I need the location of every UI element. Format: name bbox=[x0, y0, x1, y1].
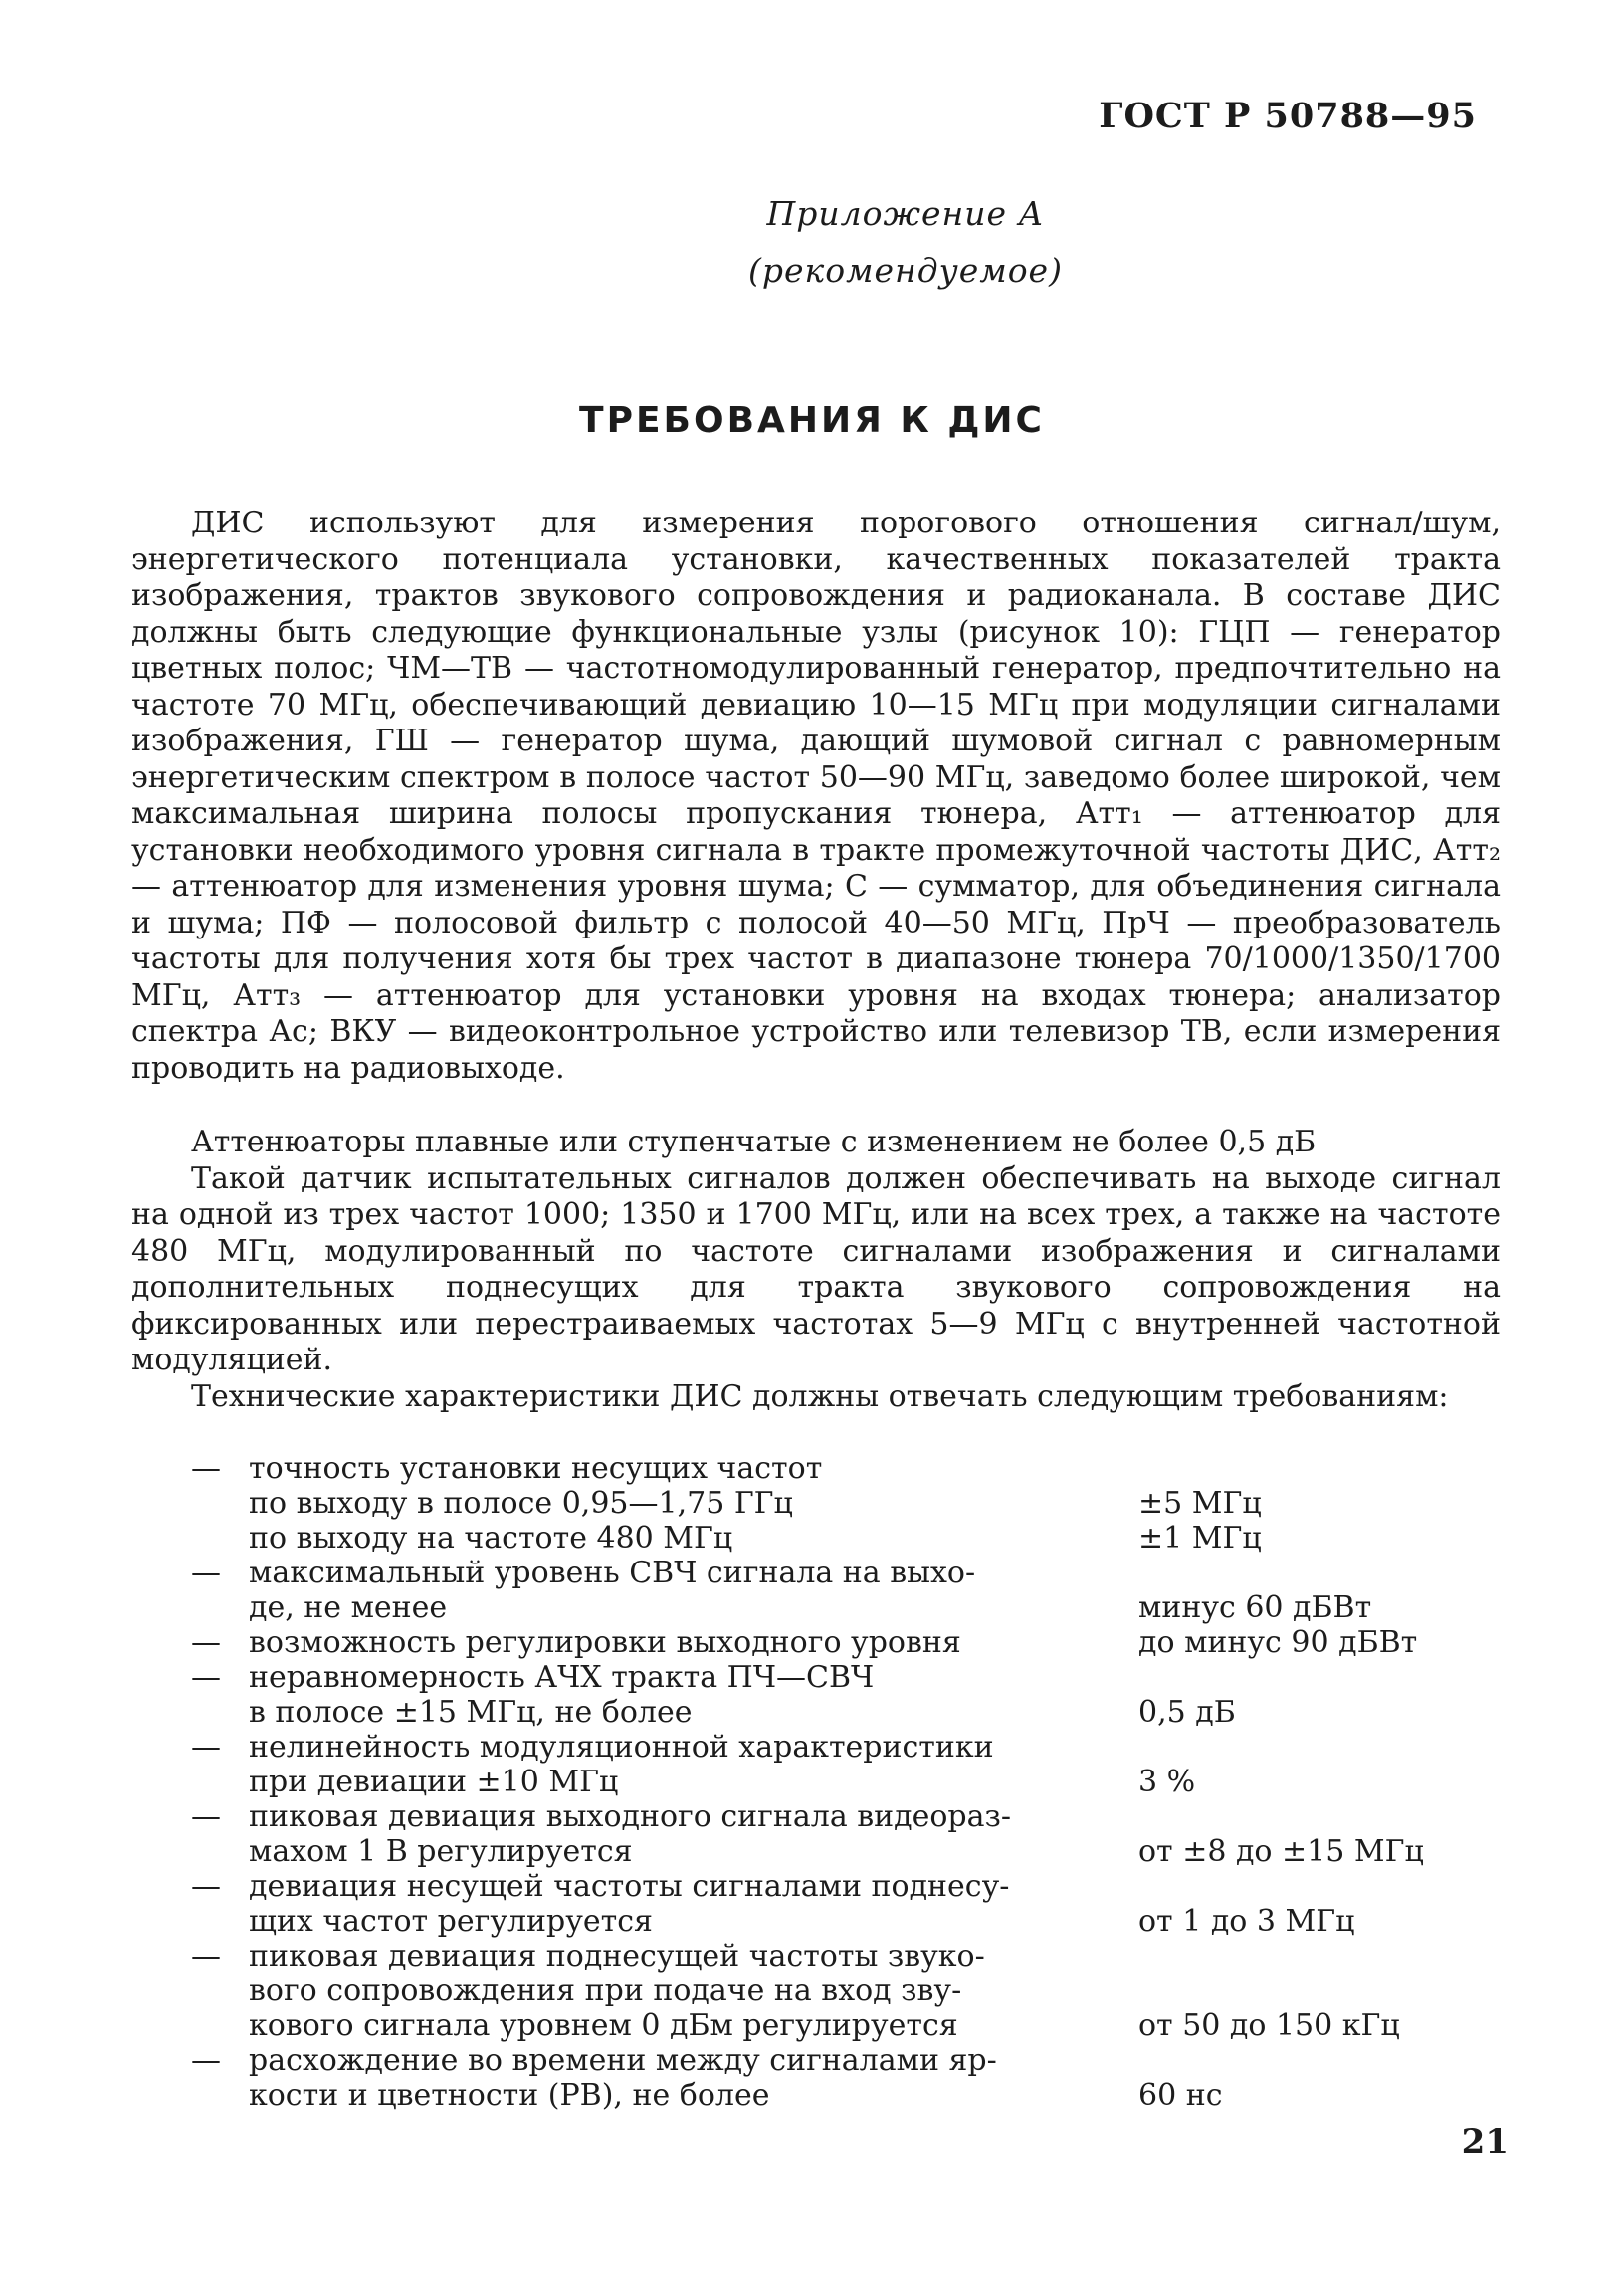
appendix-label: Приложение А bbox=[766, 194, 1045, 233]
requirement-item bbox=[131, 1625, 1501, 1660]
requirement-text: при девиации ±10 МГц bbox=[249, 1765, 619, 1799]
requirement-value: до минус 90 дБВт bbox=[1138, 1625, 1418, 1660]
requirement-value: ±5 МГц bbox=[1138, 1486, 1262, 1521]
requirement-value: 0,5 дБ bbox=[1138, 1695, 1236, 1730]
requirement-item bbox=[131, 1869, 1501, 1939]
requirement-value: от 50 до 150 кГц bbox=[1138, 2008, 1400, 2043]
requirement-text: возможность регулировки выходного уровня bbox=[249, 1625, 961, 1660]
paragraph: Аттенюаторы плавные или ступенчатые с изменением не более 0,5 дБ bbox=[191, 1125, 1317, 1159]
requirement-text: в полосе ±15 МГц, не более bbox=[249, 1695, 693, 1730]
requirement-text: по выходу в полосе 0,95—1,75 ГГц bbox=[249, 1486, 793, 1521]
requirement-text: неравномерность АЧХ тракта ПЧ—СВЧ bbox=[249, 1660, 875, 1695]
list-dash: — bbox=[191, 1625, 221, 1660]
requirement-text: пиковая девиация поднесущей частоты звуко- bbox=[249, 1939, 985, 1974]
requirement-item bbox=[131, 1939, 1501, 2043]
requirement-value: минус 60 дБВт bbox=[1138, 1590, 1372, 1625]
list-dash: — bbox=[191, 1799, 221, 1834]
requirement-item bbox=[131, 1730, 1501, 1799]
requirement-text: пиковая девиация выходного сигнала видеораз- bbox=[249, 1799, 1012, 1834]
paragraph: Такой датчик испытательных сигналов должен обеспечивать на выходе сигнал на одной из трех частот 1000; 1350 и 1700 МГц, или на всех трех, а также на частоте 480 МГц, модулированный по частоте сигналами изображения и сигналами дополнительных поднесущих для тракта звукового сопровождения на фиксированных или перестраиваемых частотах 5—9 МГц с внутренней частотной модуляцией. bbox=[131, 1160, 1501, 1377]
list-dash: — bbox=[191, 1939, 221, 1974]
list-dash: — bbox=[191, 1556, 221, 1590]
requirement-item bbox=[131, 1799, 1501, 1869]
requirement-text: кости и цветности (РВ), не более bbox=[249, 2078, 770, 2113]
list-dash: — bbox=[191, 1451, 221, 1486]
requirement-text: де, не менее bbox=[249, 1590, 448, 1625]
requirement-value: ±1 МГц bbox=[1138, 1521, 1262, 1556]
standard-number: ГОСТ Р 50788—95 bbox=[1099, 96, 1477, 136]
requirement-text: нелинейность модуляционной характеристики bbox=[249, 1730, 994, 1765]
requirement-text: кового сигнала уровнем 0 дБм регулируется bbox=[249, 2008, 958, 2043]
body-text bbox=[131, 1125, 1501, 1415]
page-number: 21 bbox=[1461, 2122, 1509, 2162]
requirement-value: 3 % bbox=[1138, 1765, 1196, 1799]
requirement-item bbox=[131, 2043, 1501, 2113]
requirement-item bbox=[131, 1556, 1501, 1625]
section-title: ТРЕБОВАНИЯ К ДИС bbox=[579, 400, 1045, 441]
requirement-text: щих частот регулируется bbox=[249, 1904, 653, 1939]
list-dash: — bbox=[191, 1869, 221, 1904]
requirement-text: точность установки несущих частот bbox=[249, 1451, 823, 1486]
list-dash: — bbox=[191, 2043, 221, 2078]
requirement-text: девиация несущей частоты сигналами поднесу- bbox=[249, 1869, 1010, 1904]
paragraph: ДИС используют для измерения порогового отношения сигнал/шум, энергетического потенциала установки, качественных показателей тракта изображения, трактов звукового сопровождения и радиоканала. В составе ДИС должны быть следующие функциональные узлы (рисунок 10): ГЦП — генератор цветных полос; ЧМ—ТВ — частотномодулированный генератор, предпочтительно на частоте 70 МГц, обеспечивающий девиацию 10—15 МГц при модуляции сигналами изображения, ГШ — генератор шума, дающий шумовой сигнал с равномерным энергетическим спектром в полосе частот 50—90 МГц, заведомо более широкой, чем максимальная ширина полосы пропускания тюнера, Атт₁ — аттенюатор для установки необходимого уровня сигнала в тракте промежуточной частоты ДИС, Атт₂ — аттенюатор для изменения уровня шума; С — сумматор, для объединения сигнала и шума; ПФ — полосовой фильтр с полосой 40—50 МГц, ПрЧ — преобразователь частоты для получения хотя бы трех частот в диапазоне тюнера 70/1000/1350/1700 МГц, Атт₃ — аттенюатор для установки уровня на входах тюнера; анализатор спектра Ас; ВКУ — видеоконтрольное устройство или телевизор ТВ, если измерения проводить на радиовыходе. bbox=[131, 506, 1501, 1086]
list-dash: — bbox=[191, 1730, 221, 1765]
requirement-text: по выходу на частоте 480 МГц bbox=[249, 1521, 733, 1556]
appendix-status: (рекомендуемое) bbox=[748, 251, 1063, 290]
requirement-value: 60 нс bbox=[1138, 2078, 1223, 2113]
paragraph: Технические характеристики ДИС должны отвечать следующим требованиям: bbox=[191, 1378, 1449, 1414]
intro-text bbox=[131, 506, 1501, 1087]
list-dash: — bbox=[191, 1660, 221, 1695]
requirement-value: от 1 до 3 МГц bbox=[1138, 1904, 1355, 1939]
requirement-value: от ±8 до ±15 МГц bbox=[1138, 1834, 1424, 1869]
requirement-text: вого сопровождения при подаче на вход зву- bbox=[249, 1974, 962, 2008]
requirement-text: расхождение во времени между сигналами яр- bbox=[249, 2043, 997, 2078]
requirement-item bbox=[131, 1660, 1501, 1730]
requirement-text: максимальный уровень СВЧ сигнала на выхо- bbox=[249, 1556, 976, 1590]
requirement-item bbox=[131, 1451, 1501, 1556]
requirements-list bbox=[131, 1451, 1501, 2113]
requirement-text: махом 1 В регулируется bbox=[249, 1834, 633, 1869]
